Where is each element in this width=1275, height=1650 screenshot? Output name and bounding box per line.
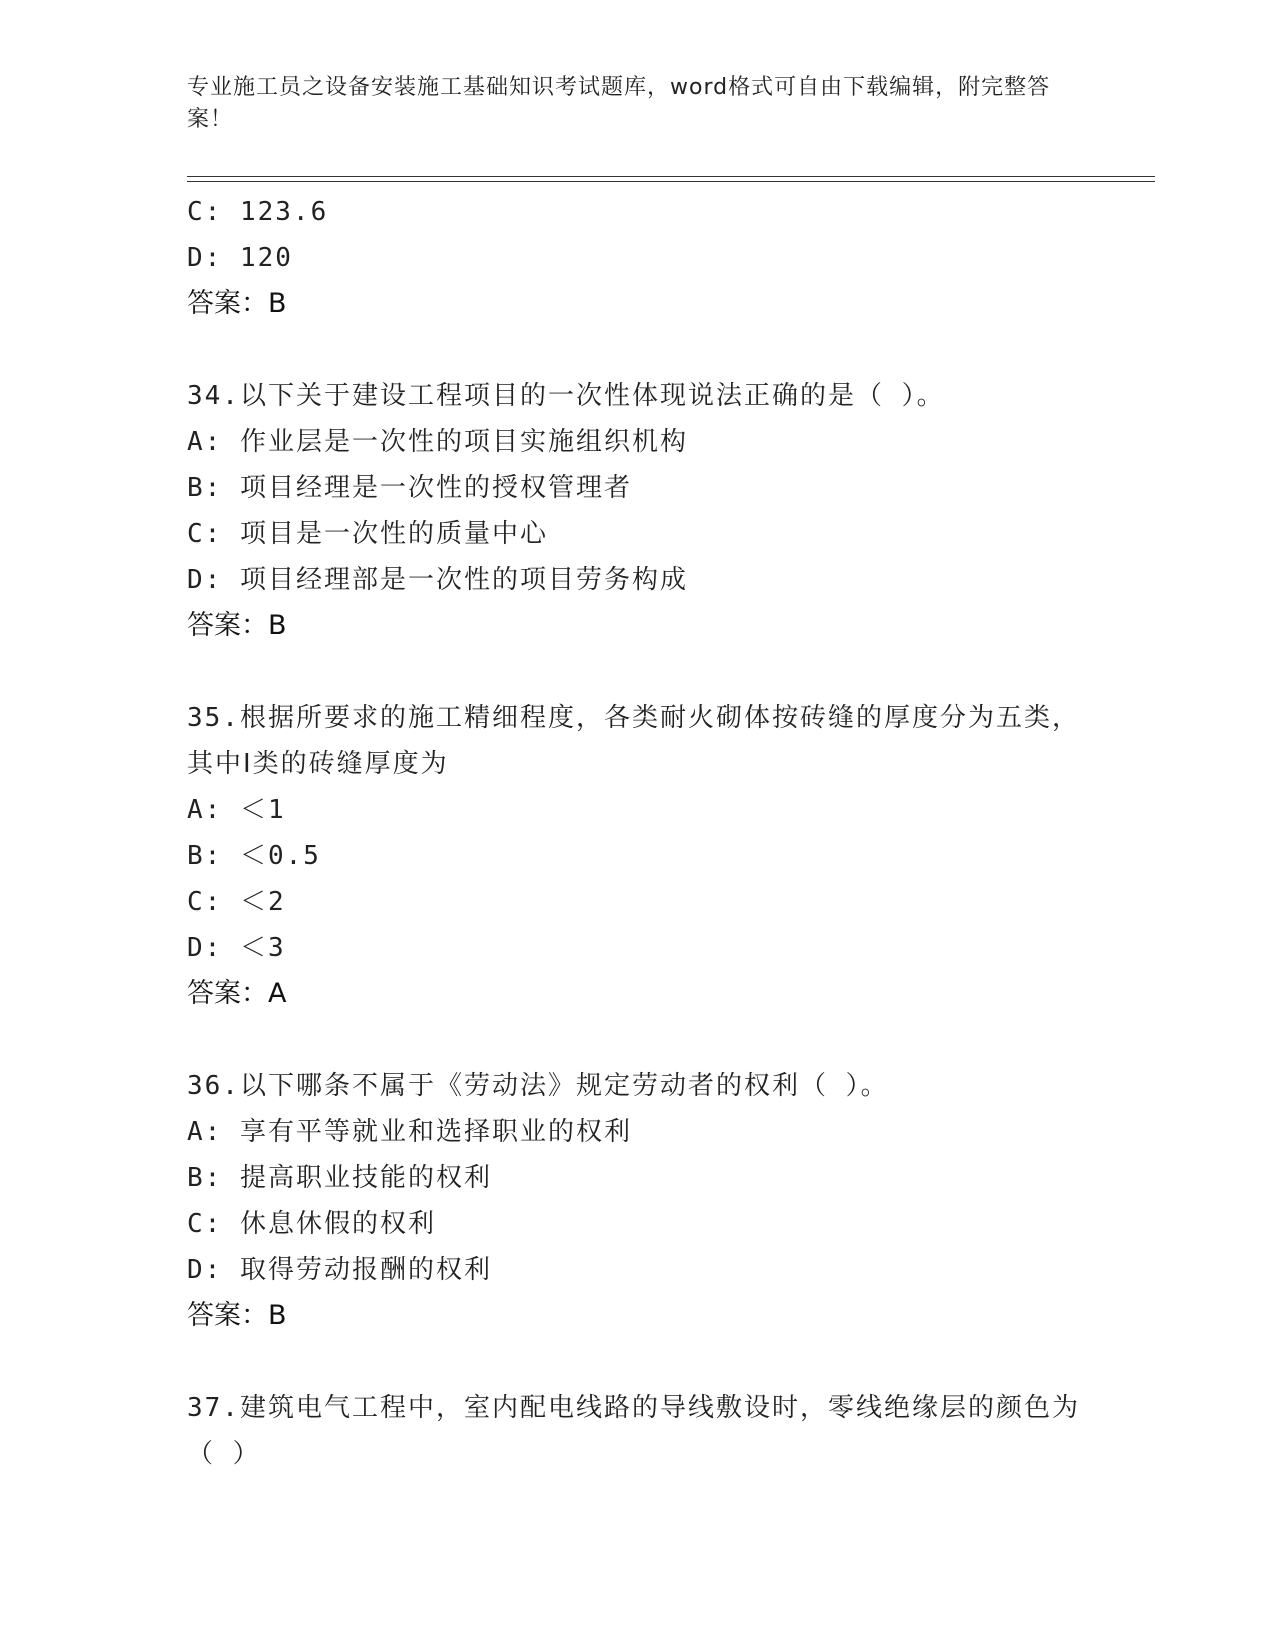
option-c: C: 123.6 [187,197,329,227]
answer-line: 答案：A [187,978,287,1009]
question-list [187,189,1087,1477]
header-rule-bottom [187,181,1155,182]
spacer [187,327,1087,373]
option-a: A: 作业层是一次性的项目实施组织机构 [187,427,688,457]
option-b: B: 项目经理是一次性的授权管理者 [187,473,632,503]
option-c: C: 休息休假的权利 [187,1209,436,1239]
option-d: D: 取得劳动报酬的权利 [187,1255,492,1285]
answer-line: 答案：B [187,1300,287,1331]
spacer [187,1339,1087,1385]
spacer [187,1017,1087,1063]
answer-line: 答案：B [187,288,287,319]
option-a: A: ＜1 [187,795,286,825]
option-b: B: ＜0.5 [187,841,321,871]
question-stem: 37.建筑电气工程中，室内配电线路的导线敷设时，零线绝缘层的颜色为（ ） [187,1393,1080,1469]
spacer [187,649,1087,695]
option-a: A: 享有平等就业和选择职业的权利 [187,1117,632,1147]
option-d: D: 120 [187,243,293,273]
option-d: D: ＜3 [187,933,286,963]
question-stem: 35.根据所要求的施工精细程度，各类耐火砌体按砖缝的厚度分为五类，其中Ⅰ类的砖缝厚度为 [187,703,1080,779]
option-b: B: 提高职业技能的权利 [187,1163,492,1193]
option-c: C: ＜2 [187,887,286,917]
question-stem: 34.以下关于建设工程项目的一次性体现说法正确的是（ ）。 [187,381,945,411]
document-header: 专业施工员之设备安装施工基础知识考试题库，word格式可自由下载编辑，附完整答案！ [187,75,1051,132]
header-rule-top [187,176,1155,177]
answer-line: 答案：B [187,610,287,641]
option-c: C: 项目是一次性的质量中心 [187,519,548,549]
question-stem: 36.以下哪条不属于《劳动法》规定劳动者的权利（ ）。 [187,1071,889,1101]
option-d: D: 项目经理部是一次性的项目劳务构成 [187,565,688,595]
